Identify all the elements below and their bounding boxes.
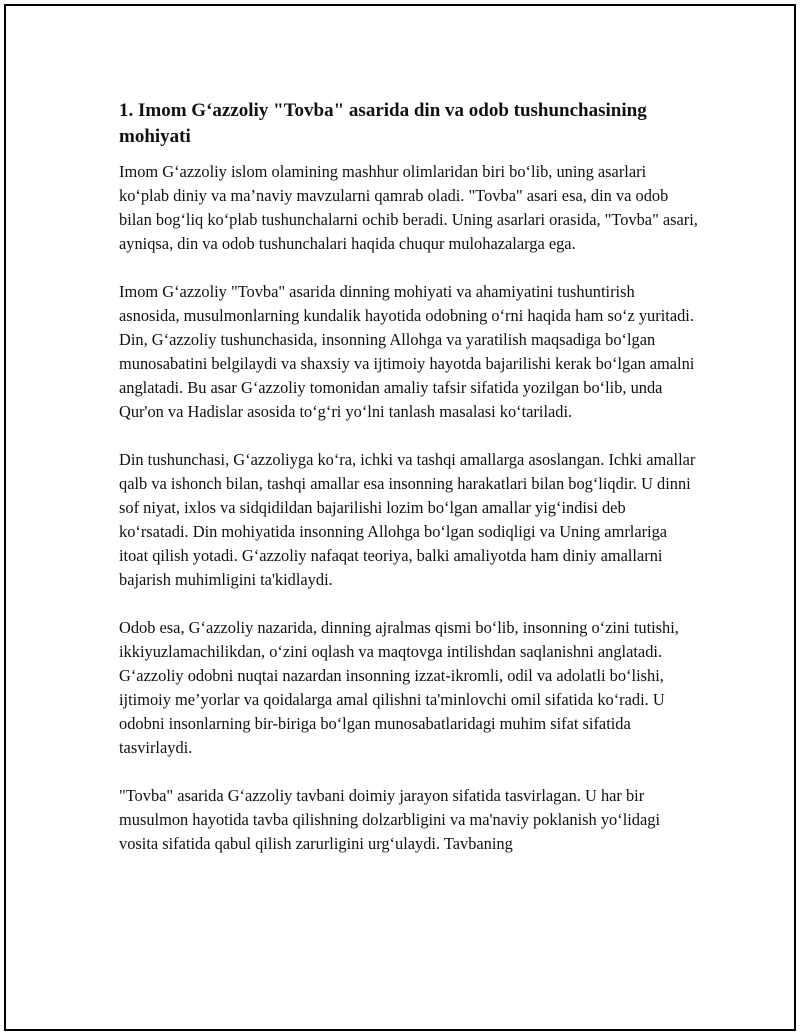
document-page [4, 4, 796, 1031]
document-body [119, 98, 699, 880]
section-heading: 1. Imom G‘azzoliy "Tovba" asarida din va odob tushunchasining mohiyati [119, 100, 647, 147]
paragraph-1: Imom G‘azzoliy islom olamining mashhur olimlaridan biri bo‘lib, uning asarlari ko‘plab diniy va ma’naviy mavzularni qamrab oladi. "Tovba" asari esa, din va odob bilan bog‘liq ko‘plab tushunchalarni ochib beradi. Uning asarlari orasida, "Tovba" asari, ayniqsa, din va odob tushunchalari haqida chuqur mulohazalarga ega. [119, 162, 698, 253]
paragraph-4: Odob esa, G‘azzoliy nazarida, dinning ajralmas qismi bo‘lib, insonning o‘zini tutishi, ikkiyuzlamachilikdan, o‘zini oqlash va maqtovga intilishdan saqlanishni anglatadi. G‘azzoliy odobni nuqtai nazardan insonning izzat-ikromli, odil va adolatli bo‘lishi, ijtimoiy me’yorlar va qoidalarga amal qilishni ta'minlovchi omil sifatida ko‘radi. U odobni insonlarning bir-biriga bo‘lgan munosabatlaridagi muhim sifat sifatida tasvirlaydi. [119, 618, 679, 757]
paragraph-2: Imom G‘azzoliy "Tovba" asarida dinning mohiyati va ahamiyatini tushuntirish asnosida, musulmonlarning kundalik hayotida odobning o‘rni haqida ham so‘z yuritadi. Din, G‘azzoliy tushunchasida, insonning Allohga va yaratilish maqsadiga bo‘lgan munosabatini belgilaydi va shaxsiy va ijtimoiy hayotda bajarilishi kerak bo‘lgan amalni anglatadi. Bu asar G‘azzoliy tomonidan amaliy tafsir sifatida yozilgan bo‘lib, unda Qur'on va Hadislar asosida to‘g‘ri yo‘lni tanlash masalasi ko‘tariladi. [119, 282, 695, 421]
paragraph-3: Din tushunchasi, G‘azzoliyga ko‘ra, ichki va tashqi amallarga asoslangan. Ichki amallar qalb va ishonch bilan, tashqi amallar esa insonning harakatlari bilan bog‘liqdir. U dinni sof niyat, ixlos va sidqidildan bajarilishi lozim bo‘lgan amallar yig‘indisi deb ko‘rsatadi. Din mohiyatida insonning Allohga bo‘lgan sodiqligi va Uning amrlariga itoat qilish yotadi. G‘azzoliy nafaqat teoriya, balki amaliyotda ham diniy amallarni bajarish muhimligini ta'kidlaydi. [119, 450, 696, 589]
paragraph-5: "Tovba" asarida G‘azzoliy tavbani doimiy jarayon sifatida tasvirlagan. U har bir musulmon hayotida tavba qilishning dolzarbligini va ma'naviy poklanish yo‘lidagi vosita sifatida qabul qilish zarurligini urg‘ulaydi. Tavbaning [119, 786, 661, 853]
